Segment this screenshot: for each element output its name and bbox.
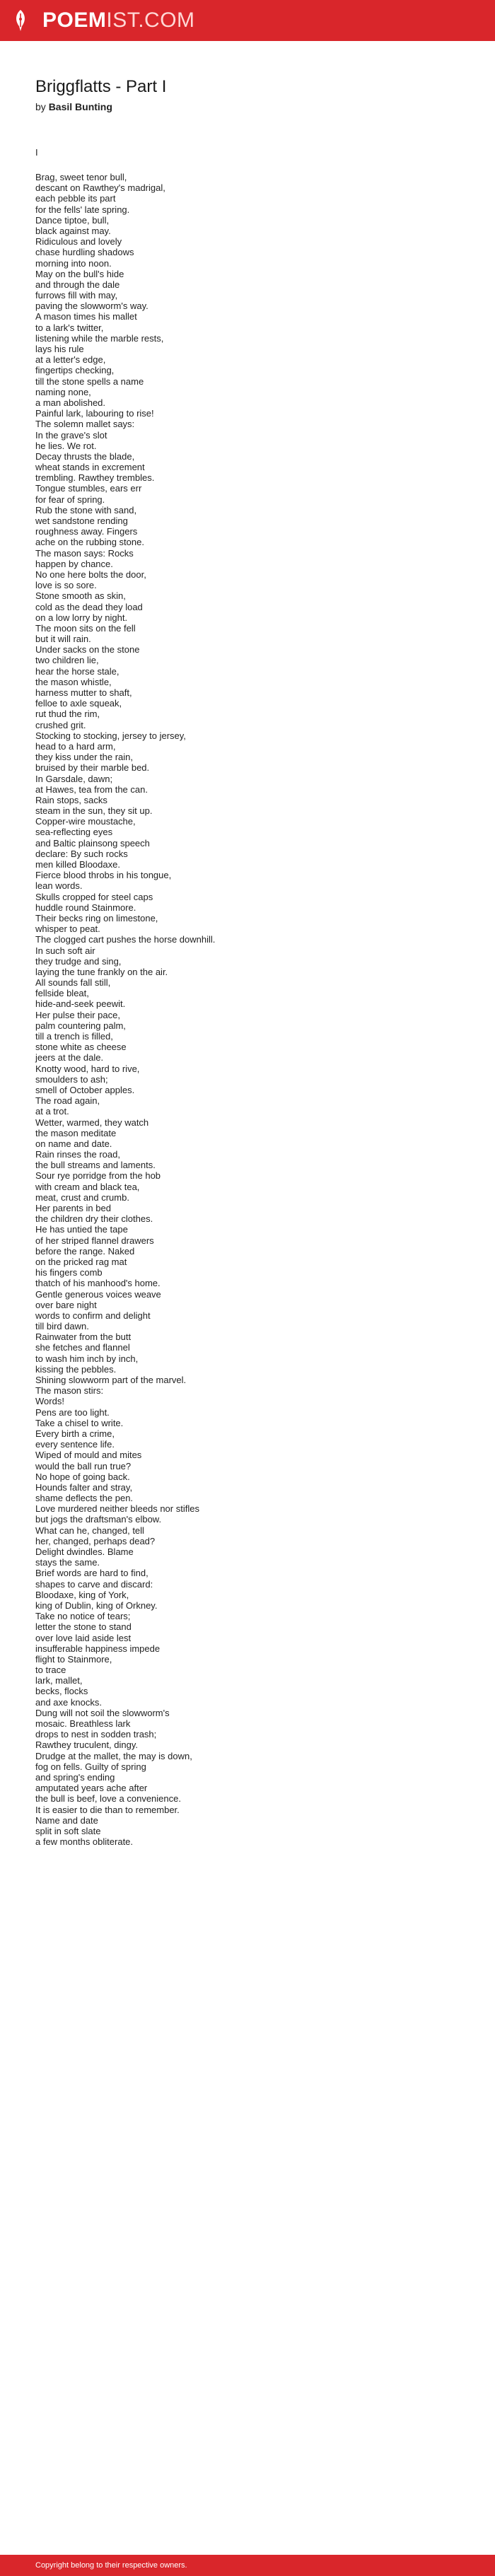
poem-line: over love laid aside lest — [35, 1632, 132, 1643]
poem-line: but it will rain. — [35, 634, 91, 645]
poem-line: stays the same. — [35, 1557, 100, 1568]
poem-line: Love murdered neither bleeds nor stifles — [35, 1503, 199, 1515]
poem-line: thatch of his manhood's home. — [35, 1278, 161, 1289]
poem-line: Sour rye porridge from the hob — [35, 1170, 161, 1182]
poem-line: every sentence life. — [35, 1439, 115, 1450]
poem-line: Knotty wood, hard to rive, — [35, 1063, 140, 1074]
poem-body — [35, 172, 460, 1847]
poem-line: roughness away. Fingers — [35, 526, 138, 537]
poem-line: lark, mallet, — [35, 1675, 83, 1686]
poem-line: on the pricked rag mat — [35, 1256, 127, 1267]
poem-line: of her striped flannel drawers — [35, 1235, 154, 1246]
poem-line: Copper-wire moustache, — [35, 816, 136, 827]
poem-line: Brag, sweet tenor bull, — [35, 172, 127, 182]
poem-line: they kiss under the rain, — [35, 752, 134, 763]
poem-line: Skulls cropped for steel caps — [35, 891, 153, 902]
poem-title: Briggflatts - Part I — [35, 77, 167, 96]
logo-text-strong: POEM — [42, 8, 107, 32]
poem-line: huddle round Stainmore. — [35, 902, 136, 913]
poem-line: Decay thrusts the blade, — [35, 450, 135, 462]
poem-line: fingertips checking, — [35, 365, 115, 376]
poem-line: hear the horse stale, — [35, 665, 120, 677]
poem-line: No one here bolts the door, — [35, 569, 146, 580]
poem-line: her, changed, perhaps dead? — [35, 1535, 156, 1546]
poem-line: declare: By such rocks — [35, 848, 128, 859]
poem-line: insufferable happiness impede — [35, 1643, 161, 1654]
poem-line: shame deflects the pen. — [35, 1493, 134, 1504]
poem-line: Rawthey truculent, dingy. — [35, 1739, 138, 1751]
poem-line: May on the bull's hide — [35, 268, 124, 279]
poem-line: naming none, — [35, 386, 91, 397]
poem-line: for fear of spring. — [35, 494, 105, 505]
poem-line: for the fells' late spring. — [35, 204, 130, 215]
poem-line: Delight dwindles. Blame — [35, 1546, 134, 1557]
poem-line: amputated years ache after — [35, 1783, 148, 1794]
poem-line: black against may. — [35, 225, 111, 236]
poem-line: laying the tune frankly on the air. — [35, 966, 168, 977]
poem-line: What can he, changed, tell — [35, 1525, 144, 1536]
poem-line: The road again, — [35, 1095, 100, 1107]
poem-line: smell of October apples. — [35, 1084, 135, 1095]
poem-line: king of Dublin, king of Orkney. — [35, 1599, 158, 1611]
poem-line: smoulders to ash; — [35, 1073, 108, 1085]
poem-line: He has untied the tape — [35, 1224, 128, 1235]
logo-text-light: IST.COM — [106, 8, 195, 32]
poem-line: Wiped of mould and mites — [35, 1450, 142, 1461]
poem-line: they trudge and sing, — [35, 955, 122, 967]
poem-line: palm countering palm, — [35, 1020, 126, 1031]
poem-line: Rainwater from the butt — [35, 1331, 132, 1343]
poem-line: Wetter, warmed, they watch — [35, 1117, 149, 1128]
poem-line: trembling. Rawthey trembles. — [35, 472, 155, 484]
poem-line: wheat stands in excrement — [35, 462, 145, 473]
poem-line: In the grave's slot — [35, 429, 107, 441]
poem-line: the bull is beef, love a convenience. — [35, 1793, 181, 1805]
poem-line: head to a hard arm, — [35, 740, 116, 752]
poem-line: Bloodaxe, king of York, — [35, 1589, 129, 1600]
poem-line: with cream and black tea, — [35, 1181, 140, 1192]
poem-line: and axe knocks. — [35, 1696, 102, 1708]
poem-line: hide-and-seek peewit. — [35, 998, 126, 1010]
byline — [35, 100, 460, 113]
poem-line: harness mutter to shaft, — [35, 687, 132, 698]
poem-line: morning into noon. — [35, 257, 112, 269]
poem-line: Hounds falter and stray, — [35, 1481, 133, 1493]
poem-line: a man abolished. — [35, 397, 106, 408]
poem-line: at Hawes, tea from the can. — [35, 783, 148, 795]
poem-line: flight to Stainmore, — [35, 1653, 112, 1665]
poem-line: A mason times his mallet — [35, 311, 137, 322]
poem-line: his fingers comb — [35, 1267, 103, 1278]
poem-line: but jogs the draftsman's elbow. — [35, 1514, 162, 1525]
poem-line: men killed Bloodaxe. — [35, 859, 120, 870]
quill-pen-icon[interactable] — [13, 9, 28, 32]
poem-line: Rub the stone with sand, — [35, 504, 137, 515]
poem-line: Dung will not soil the slowworm's — [35, 1707, 170, 1718]
poem-line: The mason stirs: — [35, 1385, 104, 1397]
site-footer — [0, 2555, 495, 2576]
poem-line: felloe to axle squeak, — [35, 698, 122, 709]
poem-line: paving the slowworm's way. — [35, 301, 148, 312]
by-label: by — [35, 101, 46, 112]
poem-line: Under sacks on the stone — [35, 644, 140, 655]
poem-line: The clogged cart pushes the horse downhill. — [35, 934, 216, 945]
poem-line: meat, crust and crumb. — [35, 1191, 129, 1203]
poem-line: and Baltic plainsong speech — [35, 837, 150, 849]
poem-line: The moon sits on the fell — [35, 622, 136, 634]
poem-line: Gentle generous voices weave — [35, 1288, 161, 1300]
site-header — [0, 0, 495, 41]
poem-line: Drudge at the mallet, the may is down, — [35, 1750, 192, 1761]
poem-line: cold as the dead they load — [35, 601, 143, 612]
poem-line: kissing the pebbles. — [35, 1363, 117, 1375]
poem-line: at a letter's edge, — [35, 354, 106, 366]
poem-line: Dance tiptoe, bull, — [35, 214, 110, 226]
poem-line: crushed grit. — [35, 719, 86, 730]
poem-line: shapes to carve and discard: — [35, 1578, 153, 1590]
poem-line: Ridiculous and lovely — [35, 236, 122, 247]
poem-line: The mason says: Rocks — [35, 547, 134, 559]
poem-line: to a lark's twitter, — [35, 322, 104, 333]
poem-line: ache on the rubbing stone. — [35, 537, 144, 548]
poem-line: Words! — [35, 1396, 64, 1407]
poem-line: fellside bleat, — [35, 988, 89, 999]
poem-line: Brief words are hard to find, — [35, 1568, 148, 1579]
poem-line: lean words. — [35, 880, 83, 892]
poem-line: over bare night — [35, 1299, 97, 1310]
poem-line: before the range. Naked — [35, 1245, 135, 1257]
poem-line: Rain rinses the road, — [35, 1149, 120, 1160]
poem-line: The solemn mallet says: — [35, 419, 135, 430]
poem-line: In Garsdale, dawn; — [35, 773, 113, 784]
poem-line: descant on Rawthey's madrigal, — [35, 182, 165, 194]
poem-line: Stone smooth as skin, — [35, 590, 126, 602]
poem-line: she fetches and flannel — [35, 1342, 130, 1353]
poem-line: In such soft air — [35, 945, 95, 956]
poem-line: the mason meditate — [35, 1127, 117, 1138]
poem-line: bruised by their marble bed. — [35, 762, 150, 774]
poem-line: becks, flocks — [35, 1686, 88, 1697]
poem-line: Stocking to stocking, jersey to jersey, — [35, 730, 186, 741]
poem-line: at a trot. — [35, 1106, 69, 1117]
poem-line: the mason whistle, — [35, 676, 112, 687]
poem-line: Pens are too light. — [35, 1406, 110, 1418]
poem-line: the bull streams and laments. — [35, 1160, 156, 1171]
poem-line: All sounds fall still, — [35, 977, 111, 989]
author-link[interactable]: Basil Bunting — [48, 101, 112, 112]
poem-line: No hope of going back. — [35, 1471, 130, 1482]
poem-line: mosaic. Breathless lark — [35, 1718, 131, 1729]
poem-line: Her pulse their pace, — [35, 1009, 120, 1020]
poem-line: on a low lorry by night. — [35, 612, 128, 623]
section-number: I — [35, 147, 38, 158]
poem-line: rut thud the rim, — [35, 709, 100, 720]
poem-line: listening while the marble rests, — [35, 332, 164, 344]
poem-line: Name and date — [35, 1814, 98, 1826]
poem-line: Take a chisel to write. — [35, 1417, 124, 1428]
poem-line: the children dry their clothes. — [35, 1213, 153, 1225]
poem-line: Painful lark, labouring to rise! — [35, 408, 154, 419]
poem-line: Fierce blood throbs in his tongue, — [35, 870, 172, 881]
poem-line: furrows fill with may, — [35, 290, 118, 301]
poem-line: whisper to peat. — [35, 923, 100, 935]
poem-line: and through the dale — [35, 279, 120, 290]
poem-line: and spring's ending — [35, 1771, 115, 1783]
copyright-text: Copyright belong to their respective owners. — [35, 2561, 187, 2570]
poem-content — [35, 76, 460, 1847]
poem-line: Tongue stumbles, ears err — [35, 483, 142, 494]
poem-line: Her parents in bed — [35, 1203, 111, 1213]
poem-line: sea-reflecting eyes — [35, 827, 113, 838]
poem-line: drops to nest in sodden trash; — [35, 1729, 157, 1740]
poem-line: Rain stops, sacks — [35, 794, 107, 805]
poem-line: letter the stone to stand — [35, 1621, 132, 1633]
poem-line: lays his rule — [35, 344, 84, 354]
poem-line: steam in the sun, they sit up. — [35, 805, 153, 817]
poem-line: to trace — [35, 1665, 66, 1676]
poem-line: wet sandstone rending — [35, 515, 128, 526]
poem-line: happen by chance. — [35, 558, 113, 569]
poem-line: till a trench is filled, — [35, 1031, 113, 1042]
poem-line: love is so sore. — [35, 580, 97, 591]
poem-line: on name and date. — [35, 1138, 112, 1149]
poem-line: split in soft slate — [35, 1825, 101, 1836]
poem-line: Their becks ring on limestone, — [35, 912, 158, 923]
poem-line: It is easier to die than to remember. — [35, 1804, 180, 1815]
poem-line: till bird dawn. — [35, 1321, 89, 1332]
poem-line: would the ball run true? — [35, 1460, 132, 1471]
poem-line: words to confirm and delight — [35, 1310, 151, 1321]
poem-line: each pebble its part — [35, 193, 116, 204]
poem-line: chase hurdling shadows — [35, 247, 134, 258]
poem-line: stone white as cheese — [35, 1042, 127, 1053]
poem-line: jeers at the dale. — [35, 1052, 104, 1063]
poem-line: Every birth a crime, — [35, 1428, 115, 1439]
poem-line: fog on fells. Guilty of spring — [35, 1761, 146, 1772]
poem-line: two children lie, — [35, 655, 99, 666]
poem-line: Shining slowworm part of the marvel. — [35, 1375, 187, 1385]
poem-line: Take no notice of tears; — [35, 1611, 131, 1622]
poem-line: a few months obliterate. — [35, 1836, 134, 1848]
poem-line: till the stone spells a name — [35, 375, 144, 387]
site-logo-link[interactable] — [42, 8, 195, 33]
poem-line: he lies. We rot. — [35, 440, 97, 451]
poem-line: to wash him inch by inch, — [35, 1353, 139, 1364]
